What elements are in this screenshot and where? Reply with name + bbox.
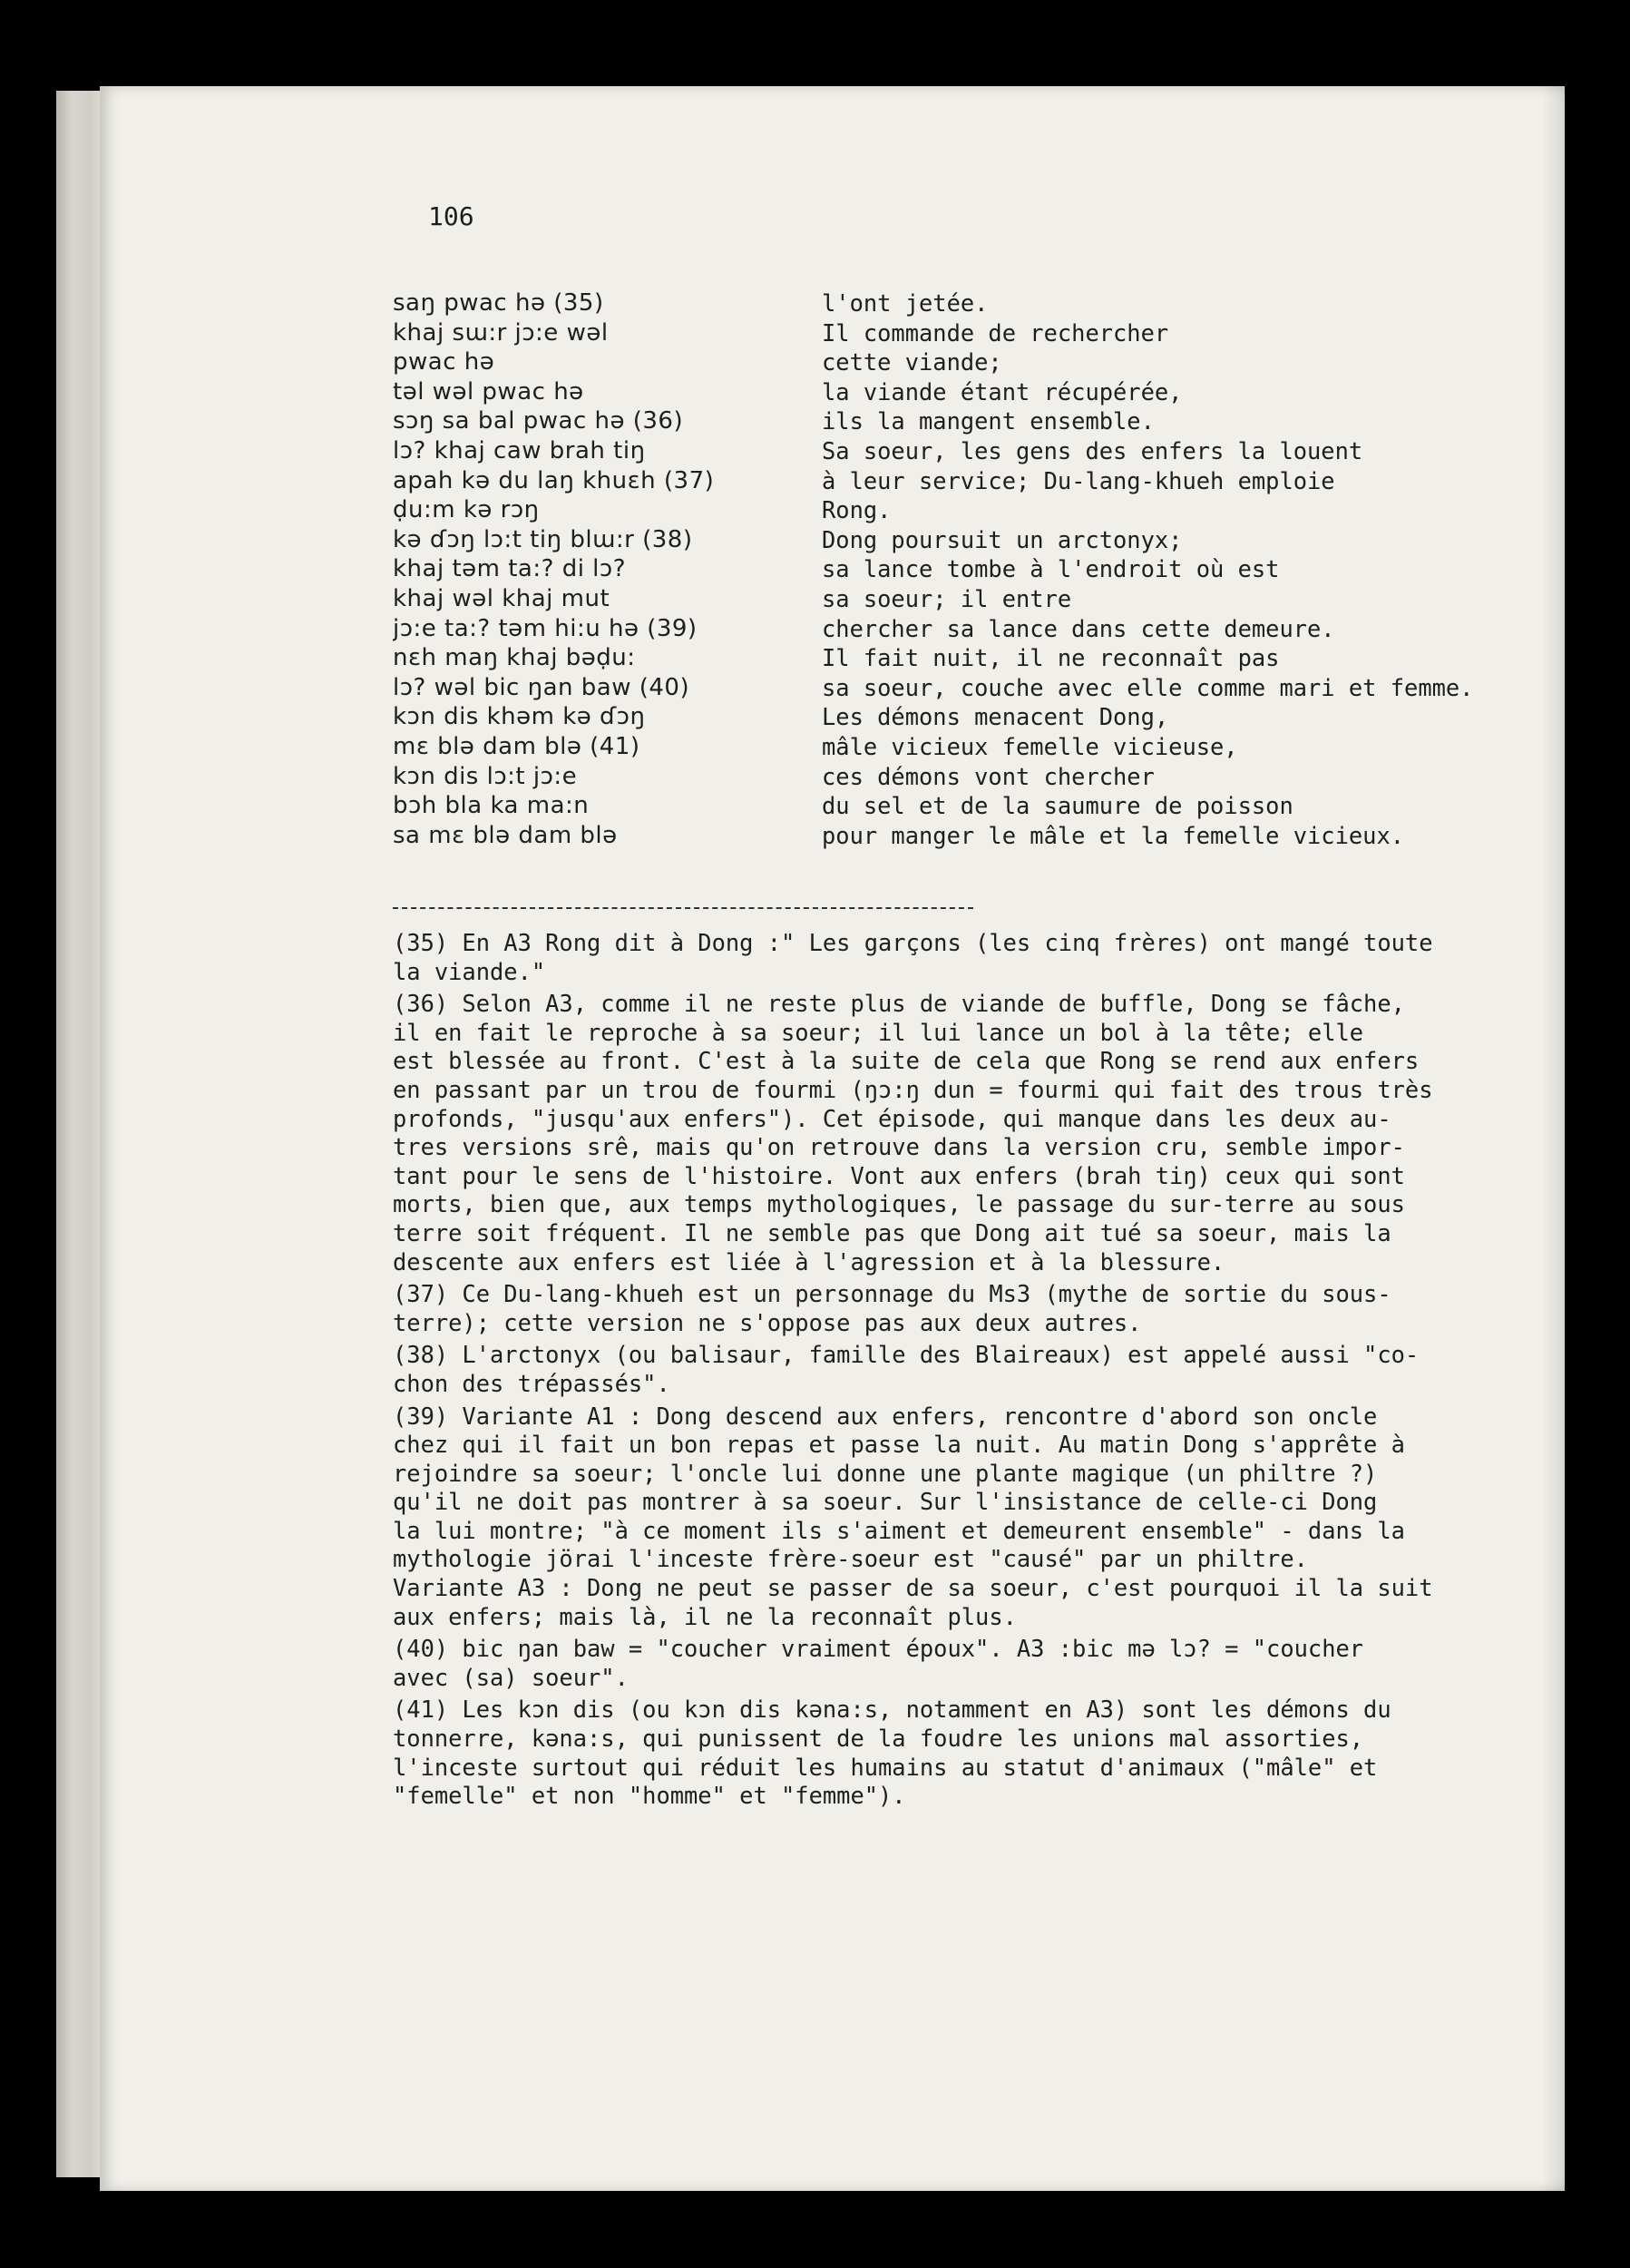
footnote-line: avec (sa) soeur". [393,1663,629,1691]
verse-line [393,702,1508,732]
footnote-line: (41) Les kɔn dis (ou kɔn dis kəna:s, notamment en A3) sont les démons du [393,1696,1391,1724]
verse-vernacular: bɔh bla ka ma:n [393,792,590,820]
verse-line [393,495,1508,525]
verse-vernacular: kɔn dis lɔ:t jɔ:e [393,762,578,790]
verse-french: ils la mangent ensemble. [822,407,1155,435]
verse-vernacular: nɛh maŋ khaj bəḍu: [393,644,636,672]
verse-french: du sel et de la saumure de poisson [822,792,1293,820]
footnote-line: chon des trépassés". [393,1369,670,1397]
footnote-line: la viande." [393,957,546,985]
page-number: 106 [428,201,474,231]
footnote-line: mythologie jörai l'inceste frère-soeur est "causé" par un philtre. [393,1545,1308,1573]
verse-line [393,406,1508,436]
footnote [393,929,1518,986]
verse-line [393,821,1508,851]
verse-vernacular: jɔ:e ta:? təm hi:u hə (39) [393,614,698,642]
footnote-line: rejoindre sa soeur; l'oncle lui donne une plante magique (un philtre ?) [393,1459,1378,1487]
footnote-line: (38) L'arctonyx (ou balisaur, famille des Blaireaux) est appelé aussi "co- [393,1341,1420,1369]
verse-vernacular: khaj wəl khaj mut [393,584,610,612]
verse-french: la viande étant récupérée, [822,377,1183,406]
verse-vernacular: khaj təm ta:? di lɔ? [393,555,626,583]
verse-line [393,554,1508,584]
verse-line [393,288,1508,318]
bilingual-verse [393,288,1508,850]
footnote-line: "femelle" et non "homme" et "femme"). [393,1782,906,1810]
verse-french: Il fait nuit, il ne reconnaît pas [822,644,1280,672]
verse-french: Sa soeur, les gens des enfers la louent [822,436,1363,464]
verse-french: Dong poursuit un arctonyx; [822,525,1183,553]
footnote [393,1341,1518,1398]
verse-line [393,377,1508,407]
verse-french: sa lance tombe à l'endroit où est [822,555,1280,583]
footnote-line: chez qui il fait un bon repas et passe la nuit. Au matin Dong s'apprête à [393,1431,1405,1459]
verse-french: cette viande; [822,348,1002,376]
footnote-line: profonds, "jusqu'aux enfers"). Cet épisode, qui manque dans les deux au- [393,1104,1391,1132]
verse-vernacular: sɔŋ sa bal pwac hə (36) [393,407,684,435]
footnote-line: en passant par un trou de fourmi (ŋɔ:ŋ dun = fourmi qui fait des trous très [393,1075,1433,1103]
verse-french: ces démons vont chercher [822,762,1155,790]
verse-french: pour manger le mâle et la femelle vicieux. [822,821,1405,849]
verse-line [393,643,1508,673]
verse-vernacular: saŋ pwac hə (35) [393,289,604,317]
verse-line [393,584,1508,614]
verse-line [393,732,1508,762]
verse-vernacular: mɛ blə dam blə (41) [393,732,640,760]
verse-french: Il commande de rechercher [822,318,1169,347]
footnote-line: (35) En A3 Rong dit à Dong :" Les garçons (les cinq frères) ont mangé toute [393,929,1433,956]
verse-line [393,614,1508,644]
verse-vernacular: ḍu:m kə rɔŋ [393,496,540,524]
footnote [393,1280,1518,1337]
footnote-line: descente aux enfers est liée à l'agression et à la blessure. [393,1247,1225,1276]
verse-french: à leur service; Du-lang-khueh emploie [822,466,1335,494]
verse-line [393,673,1508,703]
footnote-line: est blessée au front. C'est à la suite de cela que Rong se rend aux enfers [393,1047,1420,1075]
footnote-line: l'inceste surtout qui réduit les humains au statut d'animaux ("mâle" et [393,1753,1378,1781]
page-shadow [1542,86,1569,2191]
verse-line [393,318,1508,348]
verse-vernacular: khaj sɯ:r jɔ:e wəl [393,318,609,347]
verse-line [393,347,1508,377]
verse-french: Rong. [822,496,892,524]
footnotes [393,929,1518,1811]
verse-french: sa soeur; il entre [822,584,1072,612]
verse-line [393,791,1508,821]
footnote-line: il en fait le reproche à sa soeur; il lui lance un bol à la tête; elle [393,1018,1364,1046]
verse-line [393,525,1508,555]
footnote-line: tonnerre, kəna:s, qui punissent de la foudre les unions mal assorties, [393,1725,1364,1753]
verse-vernacular: lɔ? wəl bic ŋan baw (40) [393,673,690,701]
footnote [393,1696,1518,1810]
footnote-line: terre soit fréquent. Il ne semble pas que Dong ait tué sa soeur, mais la [393,1218,1391,1246]
footnote-line: qu'il ne doit pas montrer à sa soeur. Sur l'insistance de celle-ci Dong [393,1488,1378,1516]
footnote [393,1635,1518,1692]
footnote [393,1403,1518,1632]
footnote-line: Variante A3 : Dong ne peut se passer de sa soeur, c'est pourquoi il la suit [393,1574,1433,1602]
verse-vernacular: təl wəl pwac hə [393,377,584,406]
footnote-line: (39) Variante A1 : Dong descend aux enfers, rencontre d'abord son oncle [393,1402,1378,1430]
footnote-separator [393,907,973,909]
verse-vernacular: pwac hə [393,348,495,376]
verse-vernacular: sa mɛ blə dam blə [393,821,618,849]
verse-vernacular: kə ɗɔŋ lɔ:t tiŋ blɯ:r (38) [393,525,693,553]
footnote-line: (37) Ce Du-lang-khueh est un personnage du Ms3 (mythe de sortie du sous- [393,1280,1391,1308]
verse-vernacular: apah kə du laŋ khuɛh (37) [393,466,715,494]
footnote-line: aux enfers; mais là, il ne la reconnaît plus. [393,1602,1017,1630]
verse-vernacular: kɔn dis khəm kə ɗɔŋ [393,703,646,731]
verse-vernacular: lɔ? khaj caw brah tiŋ [393,436,646,464]
footnote-line: tres versions srê, mais qu'on retrouve dans la version cru, semble impor- [393,1133,1405,1161]
verse-line [393,762,1508,792]
footnote-line: terre); cette version ne s'oppose pas aux deux autres. [393,1308,1142,1336]
footnote-line: (40) bic ŋan baw = "coucher vraiment époux". A3 :bic mə lɔ? = "coucher [393,1635,1364,1663]
footnote [393,990,1518,1276]
footnote-line: (36) Selon A3, comme il ne reste plus de viande de buffle, Dong se fâche, [393,990,1405,1018]
verse-french: Les démons menacent Dong, [822,703,1169,731]
footnote-line: tant pour le sens de l'histoire. Vont aux enfers (brah tiŋ) ceux qui sont [393,1161,1405,1189]
verse-line [393,466,1508,496]
verse-line [393,436,1508,466]
verse-french: l'ont jetée. [822,289,989,317]
footnote-line: morts, bien que, aux temps mythologiques, le passage du sur-terre au sous [393,1190,1405,1218]
verse-french: sa soeur, couche avec elle comme mari et femme. [822,673,1474,701]
verse-french: mâle vicieux femelle vicieuse, [822,732,1238,760]
verse-french: chercher sa lance dans cette demeure. [822,614,1335,642]
footnote-line: la lui montre; "à ce moment ils s'aiment et demeurent ensemble" - dans la [393,1516,1405,1544]
